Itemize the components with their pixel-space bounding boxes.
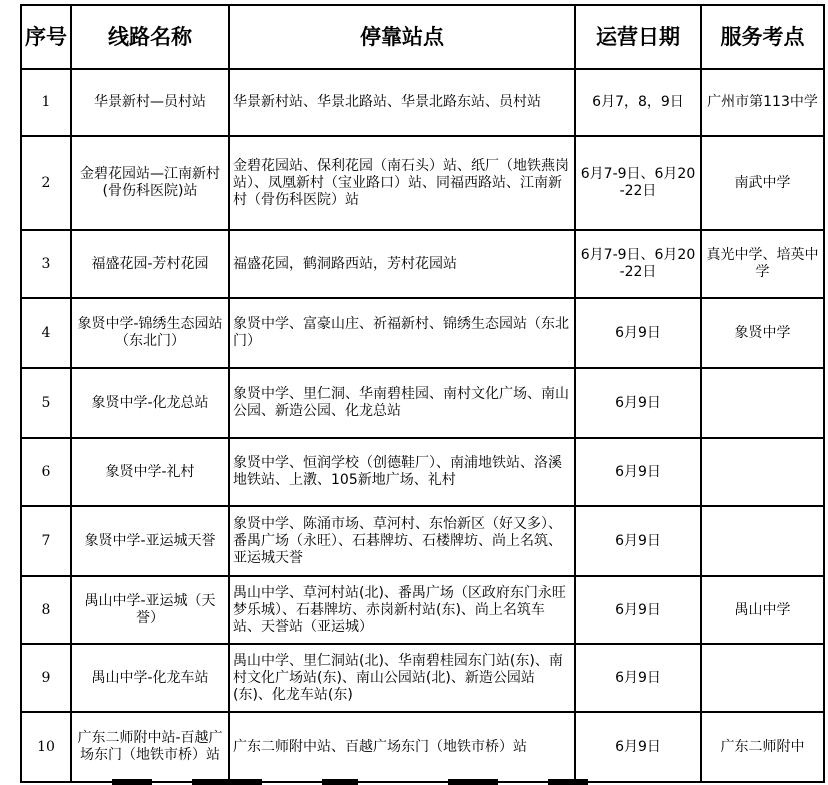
row-number: 1	[21, 69, 71, 136]
table-row	[21, 644, 824, 712]
route-stops: 象贤中学、富豪山庄、祈福新村、锦绣生态园站（东北门）	[229, 298, 575, 368]
header-stops: 停靠站点	[229, 5, 575, 69]
route-stops: 广东二师附中站、百越广场东门（地铁市桥）站	[229, 712, 575, 782]
exam-site	[701, 644, 824, 712]
row-number: 9	[21, 644, 71, 712]
table-row	[21, 576, 824, 644]
route-name: 象贤中学-化龙总站	[71, 368, 229, 438]
operating-dates: 6月7-9日、6月20-22日	[575, 230, 701, 298]
exam-site: 广东二师附中	[701, 712, 824, 782]
table-row	[21, 230, 824, 298]
row-number: 5	[21, 368, 71, 438]
route-stops: 象贤中学、恒润学校（创德鞋厂）、南浦地铁站、洛溪地铁站、上漖、105新地广场、礼村	[229, 438, 575, 506]
route-name: 广东二师附中站-百越广场东门（地铁市桥）站	[71, 712, 229, 782]
route-name: 象贤中学-礼村	[71, 438, 229, 506]
row-number: 8	[21, 576, 71, 644]
exam-site	[701, 438, 824, 506]
route-stops: 金碧花园站、保利花园（南石头）站、纸厂（地铁燕岗站）、凤凰新村（宝业路口）站、同福西路站、江南新村（骨伤科医院）站	[229, 136, 575, 230]
operating-dates: 6月9日	[575, 438, 701, 506]
route-stops: 象贤中学、里仁洞、华南碧桂园、南村文化广场、南山公园、新造公园、化龙总站	[229, 368, 575, 438]
row-number: 6	[21, 438, 71, 506]
route-name: 华景新村—员村站	[71, 69, 229, 136]
table-row	[21, 712, 824, 782]
table-row	[21, 298, 824, 368]
operating-dates: 6月7，8，9日	[575, 69, 701, 136]
operating-dates: 6月9日	[575, 298, 701, 368]
route-name: 象贤中学-锦绣生态园站（东北门）	[71, 298, 229, 368]
exam-site: 象贤中学	[701, 298, 824, 368]
route-name: 禺山中学-化龙车站	[71, 644, 229, 712]
route-stops: 华景新村站、华景北路站、华景北路东站、员村站	[229, 69, 575, 136]
row-number: 10	[21, 712, 71, 782]
header-school: 服务考点	[701, 5, 824, 69]
operating-dates: 6月9日	[575, 644, 701, 712]
route-name: 福盛花园-芳村花园	[71, 230, 229, 298]
exam-site: 南武中学	[701, 136, 824, 230]
operating-dates: 6月7-9日、6月20-22日	[575, 136, 701, 230]
operating-dates: 6月9日	[575, 506, 701, 576]
header-no: 序号	[21, 5, 71, 69]
route-name: 金碧花园站—江南新村(骨伤科医院)站	[71, 136, 229, 230]
route-name: 禺山中学-亚运城（天誉）	[71, 576, 229, 644]
exam-site: 禺山中学	[701, 576, 824, 644]
cropped-text-fragment	[20, 774, 823, 785]
operating-dates: 6月9日	[575, 712, 701, 782]
route-stops: 禺山中学、草河村站(北)、番禺广场（区政府东门永旺梦乐城）、石碁牌坊、赤岗新村站(东)、尚上名筑车站、天誉站（亚运城）	[229, 576, 575, 644]
row-number: 2	[21, 136, 71, 230]
exam-site: 真光中学、培英中学	[701, 230, 824, 298]
operating-dates: 6月9日	[575, 368, 701, 438]
route-stops: 福盛花园，鹤洞路西站，芳村花园站	[229, 230, 575, 298]
row-number: 4	[21, 298, 71, 368]
route-stops: 象贤中学、陈涌市场、草河村、东怡新区（好又多）、番禺广场（永旺）、石碁牌坊、石楼牌坊、尚上名筑、亚运城天誉	[229, 506, 575, 576]
header-dates: 运营日期	[575, 5, 701, 69]
bus-route-table	[20, 4, 825, 783]
table-row	[21, 438, 824, 506]
exam-site	[701, 368, 824, 438]
table-row	[21, 69, 824, 136]
table-row	[21, 506, 824, 576]
exam-site	[701, 506, 824, 576]
header-route: 线路名称	[71, 5, 229, 69]
operating-dates: 6月9日	[575, 576, 701, 644]
row-number: 7	[21, 506, 71, 576]
route-stops: 禺山中学、里仁洞站(北)、华南碧桂园东门站(东)、南村文化广场站(东)、南山公园站(北)、新造公园站(东)、化龙车站(东)	[229, 644, 575, 712]
table-row	[21, 136, 824, 230]
header-row	[21, 5, 824, 69]
exam-site: 广州市第113中学	[701, 69, 824, 136]
row-number: 3	[21, 230, 71, 298]
table-row	[21, 368, 824, 438]
route-name: 象贤中学-亚运城天誉	[71, 506, 229, 576]
